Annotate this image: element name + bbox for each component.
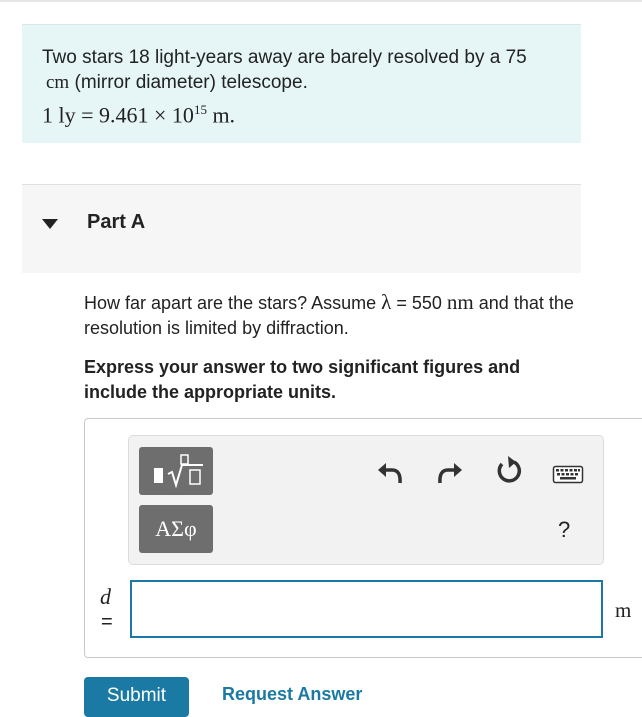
symbols-button[interactable]: ΑΣφ bbox=[139, 505, 213, 553]
answer-variable: d bbox=[100, 584, 111, 609]
undo-icon[interactable] bbox=[376, 457, 406, 487]
keyboard-icon[interactable] bbox=[552, 462, 584, 486]
part-a-header[interactable] bbox=[22, 184, 581, 273]
answer-unit: m bbox=[615, 598, 632, 622]
question-text bbox=[84, 290, 584, 341]
lightyear-conversion: 1 ly = 9.461 × 10 bbox=[42, 102, 194, 128]
answer-instruction: Express your answer to two significant figures and include the appropriate units. bbox=[84, 357, 521, 402]
request-answer-link[interactable]: Request Answer bbox=[222, 684, 363, 704]
problem-line-2-text: (mirror diameter) telescope. bbox=[74, 72, 308, 93]
lambda-symbol: λ bbox=[381, 290, 392, 314]
question-before: How far apart are the stars? Assume bbox=[84, 293, 377, 313]
problem-statement bbox=[22, 24, 581, 143]
problem-line-3 bbox=[42, 95, 581, 130]
templates-button[interactable] bbox=[139, 447, 213, 495]
problem-line-2 bbox=[42, 70, 581, 95]
question-mid: = 550 bbox=[396, 293, 442, 313]
templates-sqrt-icon bbox=[145, 451, 207, 491]
submit-button[interactable]: Submit bbox=[84, 677, 189, 717]
redo-icon[interactable] bbox=[434, 457, 464, 487]
question-after: and that the resolution is limited by diffraction. bbox=[84, 293, 574, 338]
top-divider bbox=[0, 0, 642, 2]
unit-meters: m. bbox=[212, 102, 236, 128]
part-title: Part A bbox=[87, 211, 146, 233]
help-button[interactable]: ? bbox=[558, 517, 571, 542]
answer-input[interactable] bbox=[130, 580, 603, 638]
problem-unit-cm: cm bbox=[46, 72, 70, 93]
exponent: 15 bbox=[193, 102, 207, 117]
reset-icon[interactable] bbox=[494, 455, 524, 487]
unit-nm: nm bbox=[446, 290, 474, 314]
problem-line-1: Two stars 18 light-years away are barely resolved by a 75 bbox=[42, 47, 527, 68]
caret-down-icon[interactable] bbox=[42, 219, 58, 229]
answer-equals: = bbox=[101, 611, 113, 633]
